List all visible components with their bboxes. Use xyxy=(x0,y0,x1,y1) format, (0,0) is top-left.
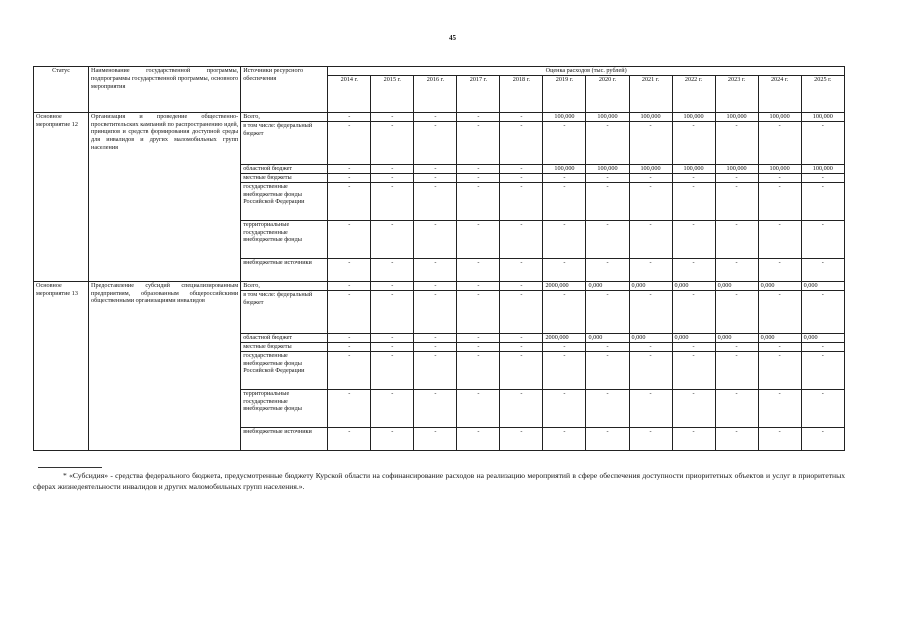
value-cell: - xyxy=(414,290,457,333)
value-cell: - xyxy=(801,290,844,333)
value-cell: - xyxy=(457,290,500,333)
value-cell: - xyxy=(672,351,715,389)
value-cell: - xyxy=(672,173,715,182)
value-cell: - xyxy=(328,258,371,281)
value-cell: - xyxy=(414,173,457,182)
value-cell: - xyxy=(500,281,543,290)
value-cell: - xyxy=(629,182,672,220)
value-cell: 0,000 xyxy=(801,281,844,290)
value-cell: - xyxy=(543,351,586,389)
header-status: Статус xyxy=(34,67,89,113)
row-source: областной бюджет xyxy=(241,333,328,342)
value-cell: - xyxy=(672,258,715,281)
row-status: Основное мероприятие 13 xyxy=(34,281,89,450)
value-cell: - xyxy=(672,290,715,333)
table-row xyxy=(34,281,845,290)
value-cell: - xyxy=(328,333,371,342)
value-cell: - xyxy=(543,290,586,333)
value-cell: - xyxy=(414,258,457,281)
header-year: 2024 г. xyxy=(758,75,801,112)
header-name: Наименование государственной программы, подпрограммы государственной программы, основного мероприятия xyxy=(89,67,241,113)
value-cell: - xyxy=(543,220,586,258)
budget-table xyxy=(33,66,845,451)
row-source: областной бюджет xyxy=(241,164,328,173)
value-cell: 0,000 xyxy=(758,333,801,342)
value-cell: - xyxy=(500,121,543,164)
value-cell: - xyxy=(543,389,586,427)
row-name: Организация и проведение общественно-просветительских кампаний по распространению идей, принципов и средств формирования доступной среды для инвалидов и других маломобильных групп населения xyxy=(89,112,241,281)
value-cell: - xyxy=(715,342,758,351)
value-cell: - xyxy=(801,258,844,281)
value-cell: - xyxy=(586,121,629,164)
value-cell: - xyxy=(500,290,543,333)
row-source: в том числе: федеральный бюджет xyxy=(241,290,328,333)
row-source: местные бюджеты xyxy=(241,342,328,351)
value-cell: - xyxy=(758,389,801,427)
value-cell: 2000,000 xyxy=(543,333,586,342)
value-cell: - xyxy=(801,121,844,164)
value-cell: - xyxy=(371,290,414,333)
value-cell: - xyxy=(672,220,715,258)
value-cell: - xyxy=(500,112,543,121)
value-cell: 100,000 xyxy=(586,164,629,173)
value-cell: - xyxy=(500,220,543,258)
value-cell: - xyxy=(715,220,758,258)
value-cell: - xyxy=(371,164,414,173)
value-cell: 100,000 xyxy=(801,164,844,173)
header-year: 2020 г. xyxy=(586,75,629,112)
value-cell: - xyxy=(543,182,586,220)
header-year: 2014 г. xyxy=(328,75,371,112)
value-cell: - xyxy=(586,427,629,450)
value-cell: - xyxy=(414,281,457,290)
value-cell: - xyxy=(414,389,457,427)
value-cell: - xyxy=(586,351,629,389)
row-source: территориальные государственные внебюджетные фонды xyxy=(241,389,328,427)
value-cell: - xyxy=(371,220,414,258)
value-cell: - xyxy=(371,427,414,450)
value-cell: - xyxy=(500,389,543,427)
value-cell: - xyxy=(715,173,758,182)
value-cell: - xyxy=(457,182,500,220)
value-cell: - xyxy=(715,351,758,389)
value-cell: - xyxy=(715,389,758,427)
table-body xyxy=(34,112,845,450)
value-cell: 0,000 xyxy=(672,281,715,290)
header-year: 2021 г. xyxy=(629,75,672,112)
value-cell: - xyxy=(586,220,629,258)
value-cell: - xyxy=(457,112,500,121)
value-cell: - xyxy=(414,333,457,342)
value-cell: - xyxy=(801,220,844,258)
value-cell: - xyxy=(586,173,629,182)
value-cell: - xyxy=(328,351,371,389)
value-cell: 100,000 xyxy=(715,164,758,173)
value-cell: 0,000 xyxy=(715,333,758,342)
value-cell: - xyxy=(457,427,500,450)
value-cell: - xyxy=(758,121,801,164)
value-cell: - xyxy=(543,427,586,450)
value-cell: - xyxy=(629,351,672,389)
value-cell: 0,000 xyxy=(715,281,758,290)
value-cell: 100,000 xyxy=(801,112,844,121)
value-cell: 0,000 xyxy=(672,333,715,342)
value-cell: 0,000 xyxy=(586,281,629,290)
value-cell: - xyxy=(500,342,543,351)
value-cell: 100,000 xyxy=(715,112,758,121)
value-cell: - xyxy=(801,342,844,351)
value-cell: - xyxy=(715,258,758,281)
value-cell: - xyxy=(629,290,672,333)
value-cell: - xyxy=(586,258,629,281)
value-cell: - xyxy=(758,173,801,182)
value-cell: - xyxy=(328,173,371,182)
value-cell: - xyxy=(629,121,672,164)
value-cell: - xyxy=(328,112,371,121)
value-cell: - xyxy=(543,342,586,351)
value-cell: - xyxy=(328,121,371,164)
value-cell: - xyxy=(371,389,414,427)
value-cell: - xyxy=(500,351,543,389)
value-cell: - xyxy=(672,342,715,351)
value-cell: 100,000 xyxy=(629,112,672,121)
value-cell: - xyxy=(457,121,500,164)
header-year: 2025 г. xyxy=(801,75,844,112)
value-cell: - xyxy=(672,389,715,427)
row-source: Всего, xyxy=(241,281,328,290)
value-cell: - xyxy=(414,342,457,351)
value-cell: - xyxy=(328,164,371,173)
header-sources: Источники ресурсного обеспечения xyxy=(241,67,328,113)
value-cell: - xyxy=(500,258,543,281)
row-source: в том числе: федеральный бюджет xyxy=(241,121,328,164)
value-cell: - xyxy=(457,351,500,389)
value-cell: 100,000 xyxy=(672,164,715,173)
value-cell: 100,000 xyxy=(543,112,586,121)
value-cell: - xyxy=(371,342,414,351)
row-status: Основное мероприятие 12 xyxy=(34,112,89,281)
row-source: территориальные государственные внебюджетные фонды xyxy=(241,220,328,258)
header-estimate: Оценка расходов (тыс. рублей) xyxy=(328,67,845,76)
value-cell: - xyxy=(758,290,801,333)
value-cell: 0,000 xyxy=(586,333,629,342)
value-cell: - xyxy=(500,182,543,220)
value-cell: - xyxy=(328,342,371,351)
value-cell: - xyxy=(414,427,457,450)
value-cell: - xyxy=(371,112,414,121)
value-cell: - xyxy=(500,173,543,182)
header-year: 2023 г. xyxy=(715,75,758,112)
row-source: местные бюджеты xyxy=(241,173,328,182)
value-cell: - xyxy=(414,121,457,164)
value-cell: - xyxy=(586,342,629,351)
value-cell: - xyxy=(758,427,801,450)
value-cell: - xyxy=(543,173,586,182)
value-cell: - xyxy=(715,121,758,164)
value-cell: - xyxy=(629,389,672,427)
value-cell: - xyxy=(414,182,457,220)
value-cell: - xyxy=(414,164,457,173)
row-name: Предоставление субсидий специализированным предприятиям, образованным общероссийскими общественными организациями инвалидов xyxy=(89,281,241,450)
row-source: внебюджетные источники xyxy=(241,258,328,281)
value-cell: - xyxy=(457,389,500,427)
value-cell: - xyxy=(371,333,414,342)
row-source: государственные внебюджетные фонды Российской Федерации xyxy=(241,182,328,220)
table-row xyxy=(34,112,845,121)
value-cell: - xyxy=(328,427,371,450)
value-cell: 0,000 xyxy=(801,333,844,342)
page-number: 45 xyxy=(449,34,456,42)
value-cell: - xyxy=(586,389,629,427)
value-cell: - xyxy=(414,220,457,258)
value-cell: - xyxy=(801,182,844,220)
value-cell: - xyxy=(543,258,586,281)
value-cell: - xyxy=(457,220,500,258)
value-cell: - xyxy=(801,351,844,389)
value-cell: - xyxy=(715,182,758,220)
header-year: 2019 г. xyxy=(543,75,586,112)
footnote: * «Субсидия» - средства федерального бюджета, предусмотренные бюджету Курской области на софинансирование расходов на реализацию мероприятий в сфере обеспечения доступности приоритетных объектов и услуг в приоритетных сферах жизнедеятельности инвалидов и других маломобильных групп населения.». xyxy=(33,471,845,491)
value-cell: - xyxy=(457,333,500,342)
value-cell: - xyxy=(715,427,758,450)
value-cell: - xyxy=(629,258,672,281)
value-cell: 100,000 xyxy=(586,112,629,121)
value-cell: - xyxy=(414,351,457,389)
value-cell: - xyxy=(371,281,414,290)
value-cell: - xyxy=(758,182,801,220)
header-year: 2017 г. xyxy=(457,75,500,112)
value-cell: - xyxy=(371,173,414,182)
value-cell: 0,000 xyxy=(629,281,672,290)
value-cell: - xyxy=(457,164,500,173)
value-cell: 100,000 xyxy=(629,164,672,173)
value-cell: 100,000 xyxy=(758,164,801,173)
value-cell: - xyxy=(629,173,672,182)
value-cell: - xyxy=(758,220,801,258)
footnote-separator xyxy=(38,467,102,468)
header-year: 2015 г. xyxy=(371,75,414,112)
row-source: внебюджетные источники xyxy=(241,427,328,450)
value-cell: 0,000 xyxy=(629,333,672,342)
value-cell: 100,000 xyxy=(543,164,586,173)
value-cell: 0,000 xyxy=(758,281,801,290)
value-cell: - xyxy=(672,121,715,164)
value-cell: - xyxy=(629,342,672,351)
value-cell: - xyxy=(500,427,543,450)
value-cell: - xyxy=(801,389,844,427)
value-cell: - xyxy=(328,389,371,427)
value-cell: - xyxy=(801,427,844,450)
value-cell: - xyxy=(543,121,586,164)
value-cell: - xyxy=(758,342,801,351)
value-cell: 100,000 xyxy=(672,112,715,121)
value-cell: - xyxy=(801,173,844,182)
row-source: государственные внебюджетные фонды Российской Федерации xyxy=(241,351,328,389)
value-cell: - xyxy=(672,427,715,450)
value-cell: - xyxy=(457,342,500,351)
value-cell: - xyxy=(715,290,758,333)
value-cell: - xyxy=(371,351,414,389)
header-year: 2018 г. xyxy=(500,75,543,112)
value-cell: - xyxy=(672,182,715,220)
value-cell: - xyxy=(457,173,500,182)
value-cell: - xyxy=(328,281,371,290)
value-cell: - xyxy=(500,164,543,173)
value-cell: - xyxy=(586,182,629,220)
value-cell: - xyxy=(414,112,457,121)
value-cell: - xyxy=(371,121,414,164)
value-cell: - xyxy=(457,281,500,290)
value-cell: - xyxy=(586,290,629,333)
value-cell: - xyxy=(371,258,414,281)
value-cell: 100,000 xyxy=(758,112,801,121)
value-cell: - xyxy=(758,351,801,389)
value-cell: - xyxy=(328,290,371,333)
value-cell: - xyxy=(328,220,371,258)
value-cell: - xyxy=(758,258,801,281)
value-cell: - xyxy=(500,333,543,342)
value-cell: - xyxy=(629,220,672,258)
row-source: Всего, xyxy=(241,112,328,121)
header-year: 2016 г. xyxy=(414,75,457,112)
value-cell: 2000,000 xyxy=(543,281,586,290)
value-cell: - xyxy=(328,182,371,220)
value-cell: - xyxy=(371,182,414,220)
header-year: 2022 г. xyxy=(672,75,715,112)
value-cell: - xyxy=(457,258,500,281)
value-cell: - xyxy=(629,427,672,450)
